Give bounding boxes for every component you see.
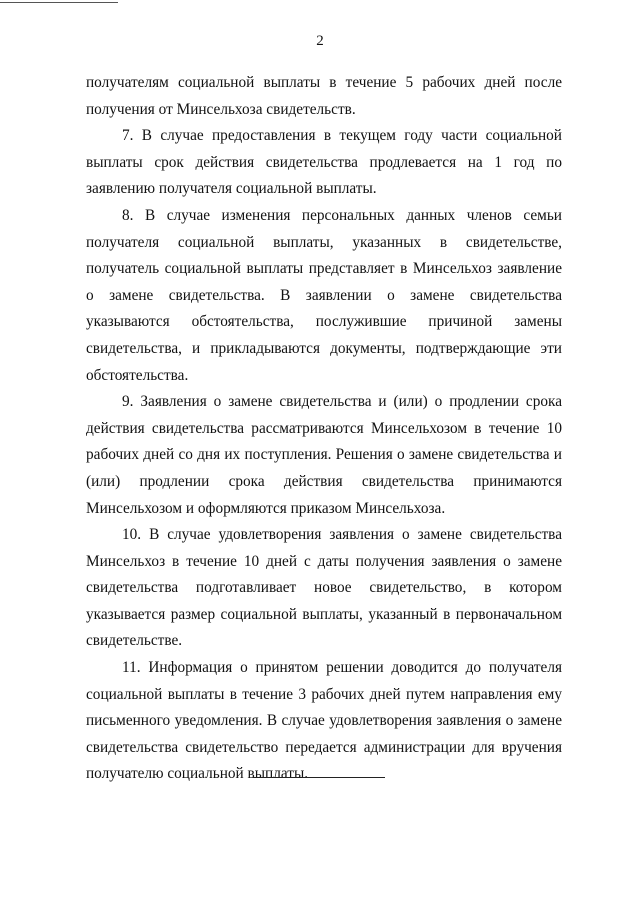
paragraph-continuation: получателям социальной выплаты в течение 5 рабочих дней после получения от Минсельхоза свидетельств. (86, 74, 562, 118)
paragraph-9: 9. Заявления о замене свидетельства и (или) о продлении срока действия свидетельства рассматриваются Минсельхозом в течение 10 рабочих дней со дня их поступления. Решения о замене свидетельства и (или) продлении срока действия свидетельства принимаются Минсельхозом и оформляются приказом Минсельхоза. (86, 393, 562, 517)
paragraph-10: 10. В случае удовлетворения заявления о замене свидетельства Минсельхоз в течение 10 дней с даты получения заявления о замене свидетельства подготавливает новое свидетельство, в котором указывается размер социальной выплаты, указанный в первоначальном свидетельстве. (86, 526, 562, 650)
closing-rule (253, 777, 385, 778)
paragraph-11: 11. Информация о принятом решении доводится до получателя социальной выплаты в течение 3 рабочих дней путем направления ему письменного уведомления. В случае удовлетворения заявления о замене свидетельства свидетельство передается администрации для вручения получателю социальной выплаты. (86, 659, 562, 783)
paragraph-7: 7. В случае предоставления в текущем году части социальной выплаты срок действия свидетельства продлевается на 1 год по заявлению получателя социальной выплаты. (86, 127, 562, 198)
page-number: 2 (316, 33, 324, 49)
paragraph-8: 8. В случае изменения персональных данных членов семьи получателя социальной выплаты, указанных в свидетельстве, получатель социальной выплаты представляет в Минсельхоз заявление о замене свидетельства. В заявлении о замене свидетельства указываются обстоятельства, послужившие причиной замены свидетельства, и прикладываются документы, подтверждающие эти обстоятельства. (86, 206, 562, 384)
document-body (86, 70, 562, 788)
header-rule (0, 2, 118, 3)
